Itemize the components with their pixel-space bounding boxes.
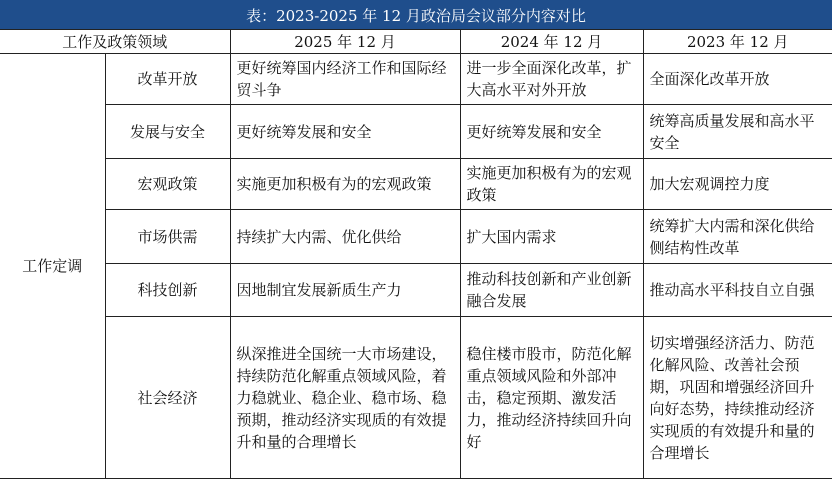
cell-2024: 扩大国内需求 (460, 210, 643, 264)
cell-2024: 更好统筹发展和安全 (460, 105, 643, 159)
area-cell: 市场供需 (105, 210, 230, 264)
table-title: 表：2023-2025 年 12 月政治局会议部分内容对比 (0, 0, 832, 29)
table-row (0, 159, 832, 210)
area-cell: 宏观政策 (105, 159, 230, 210)
cell-2023: 统筹扩大内需和深化供给侧结构性改革 (643, 210, 832, 264)
table-row (0, 54, 832, 105)
cell-2025: 更好统筹国内经济工作和国际经贸斗争 (230, 54, 460, 105)
area-cell: 改革开放 (105, 54, 230, 105)
cell-2025: 纵深推进全国统一大市场建设，持续防范化解重点领域风险，着力稳就业、稳企业、稳市场、稳预期，推动经济实现质的有效提升和量的合理增长 (230, 317, 460, 479)
cell-2025: 更好统筹发展和安全 (230, 105, 460, 159)
cell-2024: 稳住楼市股市，防范化解重点领域风险和外部冲击，稳定预期、激发活力，推动经济持续回升向好 (460, 317, 643, 479)
table-row (0, 210, 832, 264)
area-cell: 社会经济 (105, 317, 230, 479)
header-2023: 2023 年 12 月 (643, 30, 832, 54)
header-2025: 2025 年 12 月 (230, 30, 460, 54)
header-area: 工作及政策领域 (0, 30, 230, 54)
cell-2025: 因地制宜发展新质生产力 (230, 264, 460, 317)
group-label: 工作定调 (0, 54, 105, 479)
header-row (0, 30, 832, 54)
cell-2025: 实施更加积极有为的宏观政策 (230, 159, 460, 210)
cell-2023: 统筹高质量发展和高水平安全 (643, 105, 832, 159)
area-cell: 科技创新 (105, 264, 230, 317)
cell-2023: 推动高水平科技自立自强 (643, 264, 832, 317)
table-row (0, 317, 832, 479)
table-row (0, 105, 832, 159)
area-cell: 发展与安全 (105, 105, 230, 159)
cell-2023: 全面深化改革开放 (643, 54, 832, 105)
cell-2024: 推动科技创新和产业创新融合发展 (460, 264, 643, 317)
cell-2023: 切实增强经济活力、防范化解风险、改善社会预期，巩固和增强经济回升向好态势，持续推动经济实现质的有效提升和量的合理增长 (643, 317, 832, 479)
header-2024: 2024 年 12 月 (460, 30, 643, 54)
cell-2024: 进一步全面深化改革，扩大高水平对外开放 (460, 54, 643, 105)
comparison-table (0, 29, 832, 479)
cell-2023: 加大宏观调控力度 (643, 159, 832, 210)
cell-2025: 持续扩大内需、优化供给 (230, 210, 460, 264)
table-row (0, 264, 832, 317)
cell-2024: 实施更加积极有为的宏观政策 (460, 159, 643, 210)
